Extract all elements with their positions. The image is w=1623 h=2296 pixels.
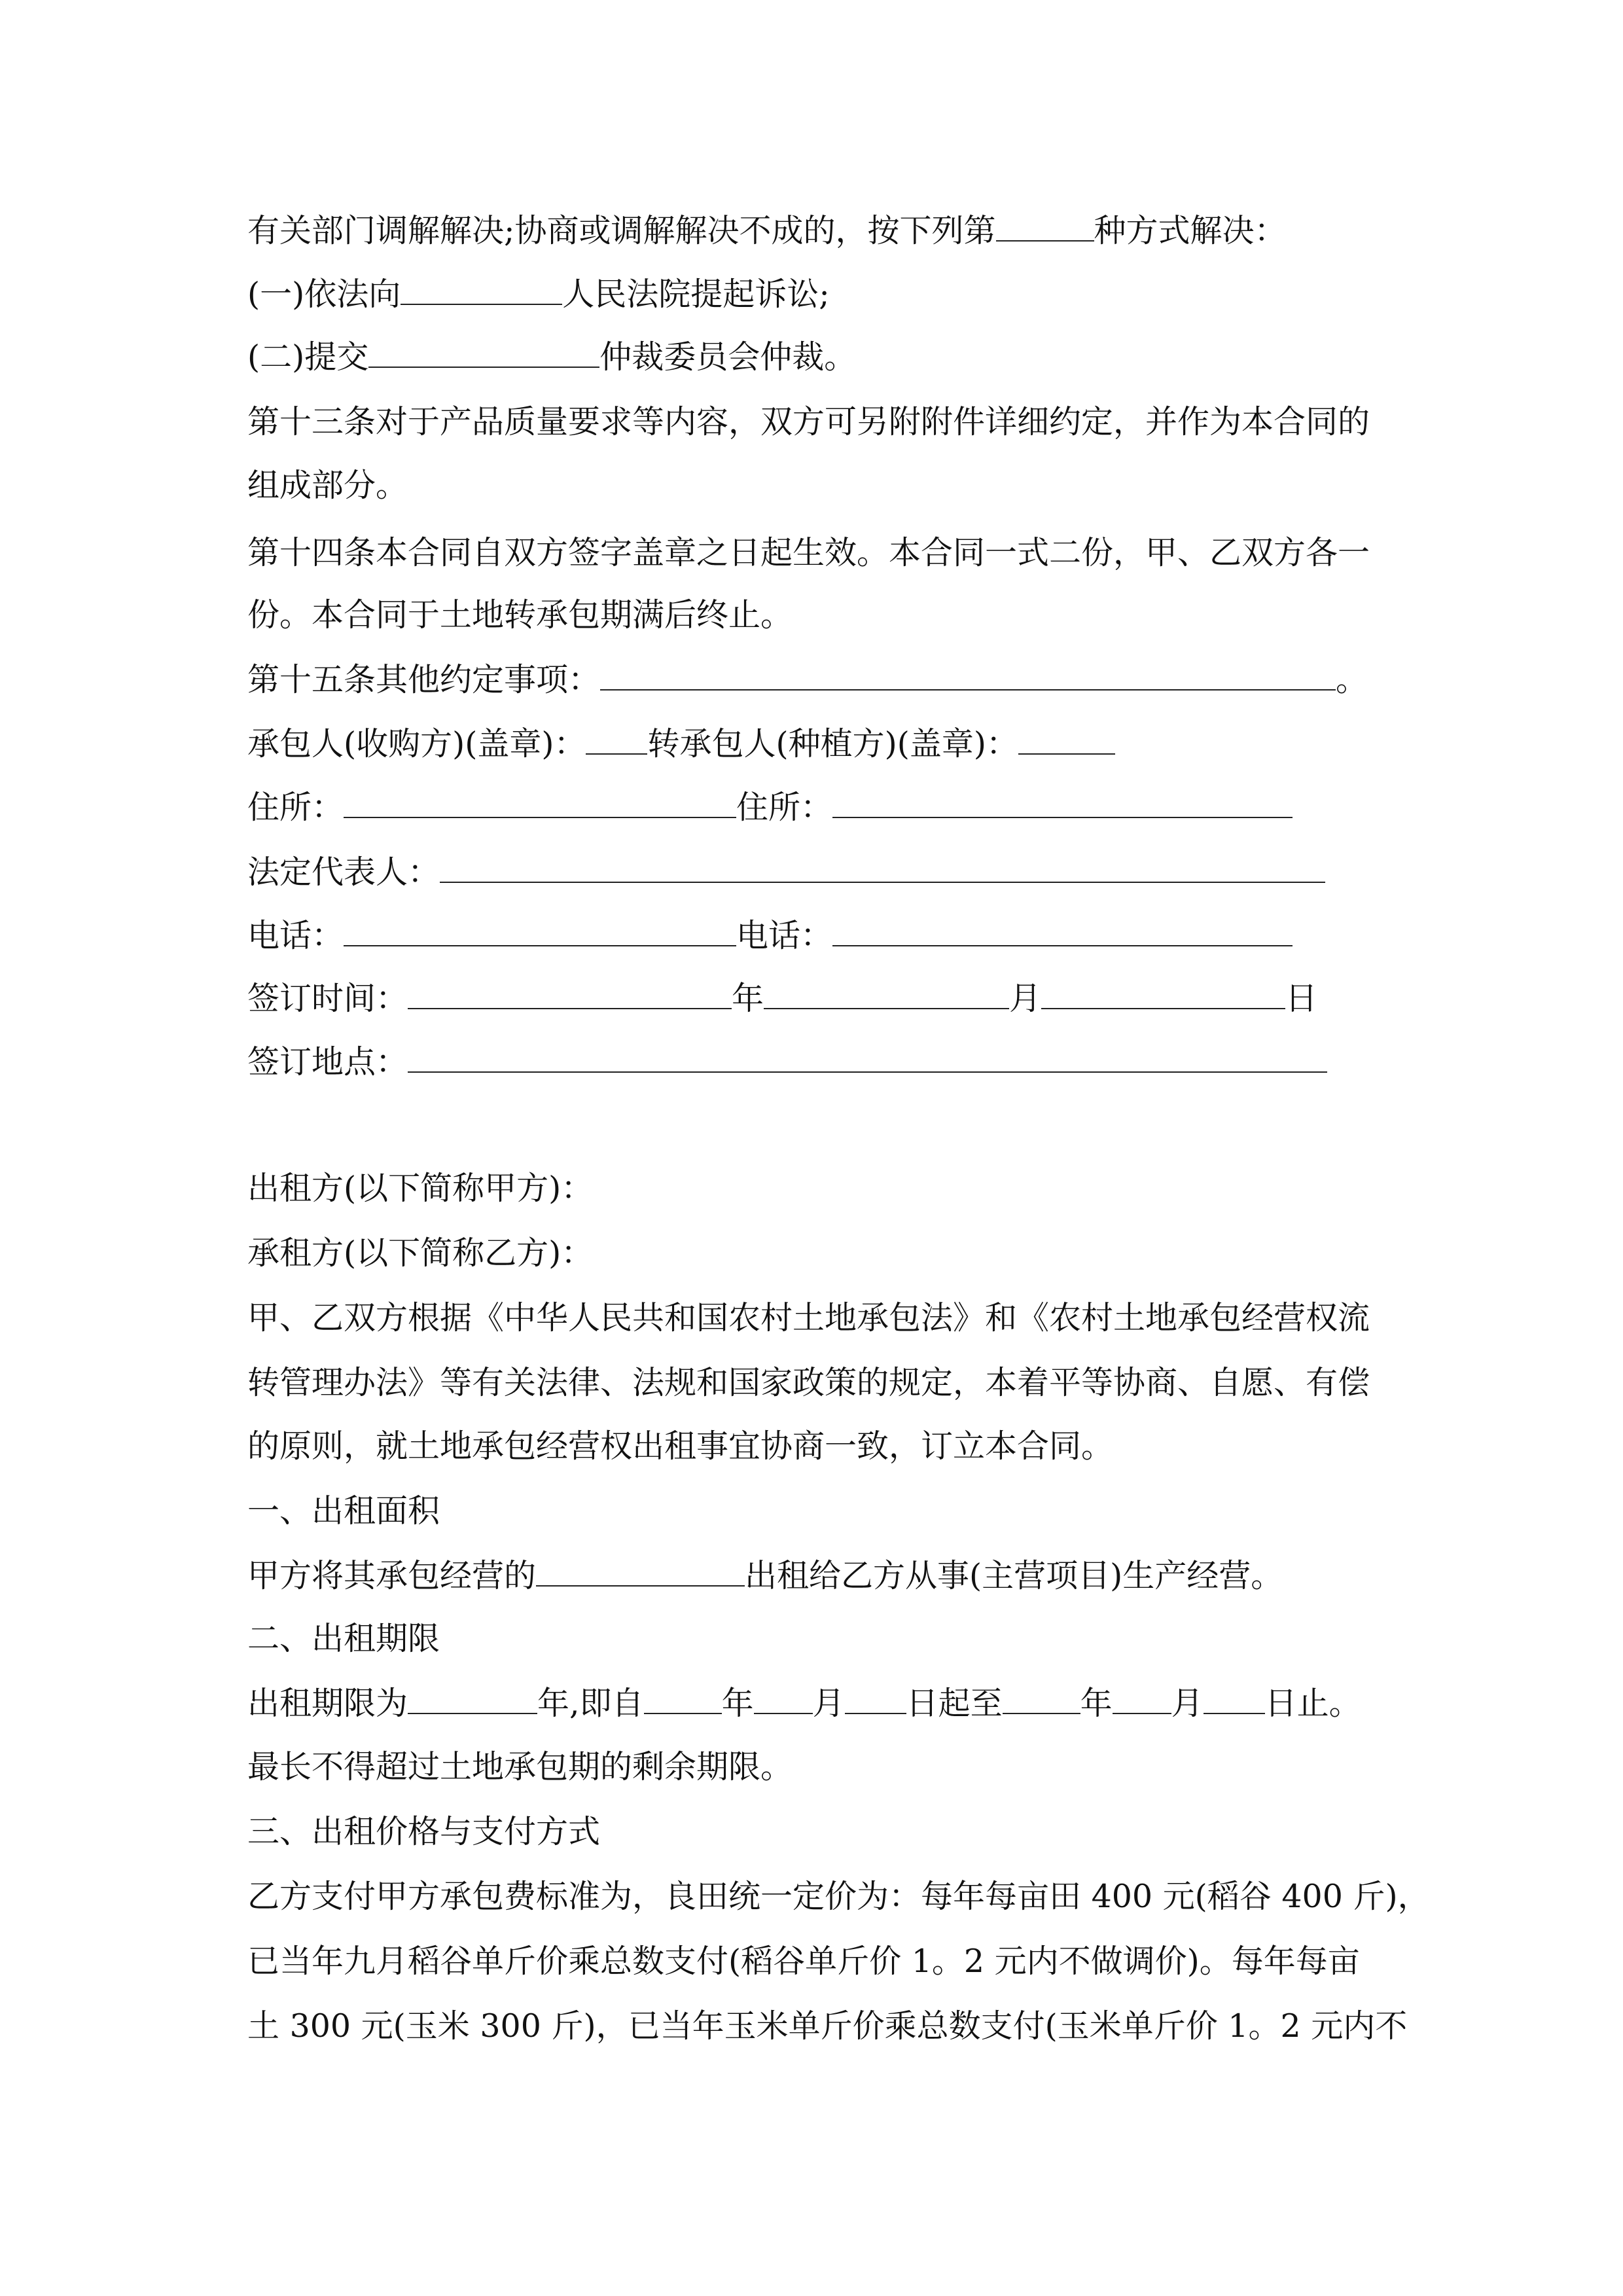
- text-segment: 年,即自: [537, 1685, 644, 1722]
- text-line: [247, 1877, 1430, 1916]
- text-line: [247, 211, 1287, 251]
- fill-in-blank: [832, 788, 1293, 818]
- text-line: [247, 916, 1293, 956]
- text-segment: 住所：: [247, 789, 344, 826]
- fill-in-blank: [536, 1556, 745, 1587]
- text-line: [247, 2007, 1407, 2046]
- text-segment: 甲、乙双方根据《中华人民共和国农村土地承包法》和《农村土地承包经营权流: [247, 1299, 1370, 1336]
- text-line: [247, 1619, 440, 1659]
- fill-in-blank: [1204, 1684, 1265, 1714]
- text-segment: 出租方(以下简称甲方)：: [247, 1170, 594, 1207]
- text-line: [247, 1427, 1113, 1466]
- text-line: [247, 1169, 593, 1208]
- text-segment: 第十三条对于产品质量要求等内容，双方可另附附件详细约定，并作为本合同的: [247, 403, 1370, 440]
- text-segment: 月: [812, 1685, 845, 1722]
- text-segment: 日: [1285, 980, 1318, 1017]
- text-line: [247, 979, 1317, 1018]
- text-segment: 第十四条本合同自双方签字盖章之日起生效。本合同一式二份，甲、乙双方各一: [247, 534, 1370, 571]
- text-segment: 年: [732, 980, 764, 1017]
- text-segment: 年: [721, 1685, 754, 1722]
- fill-in-blank: [1113, 1684, 1171, 1714]
- text-line: [247, 788, 1293, 827]
- text-segment: 承包人(收购方)(盖章)：: [247, 725, 586, 762]
- text-segment: 出租期限为: [247, 1685, 408, 1722]
- text-line: [247, 1748, 793, 1787]
- text-line: [247, 338, 856, 377]
- fill-in-blank: [1003, 1684, 1080, 1714]
- fill-in-blank: [408, 979, 732, 1009]
- text-segment: 的原则，就土地承包经营权出租事宜协商一致，订立本合同。: [247, 1427, 1114, 1465]
- fill-in-blank: [408, 1684, 537, 1714]
- text-segment: 仲裁委员会仲裁。: [599, 338, 857, 376]
- text-segment: 最长不得超过土地承包期的剩余期限。: [247, 1748, 793, 1785]
- text-segment: 二、出租期限: [247, 1620, 440, 1657]
- fill-in-blank: [764, 979, 1009, 1009]
- fill-in-blank: [600, 660, 1336, 691]
- text-line: [247, 1363, 1370, 1403]
- text-segment: 人民法院提起诉讼;: [562, 276, 830, 313]
- text-segment: 份。本合同于土地转承包期满后终止。: [247, 596, 793, 634]
- text-line: [247, 1556, 1283, 1596]
- text-line: [247, 1942, 1360, 1981]
- text-segment: (一)依法向: [247, 276, 401, 313]
- text-segment: 甲方将其承包经营的: [247, 1557, 537, 1594]
- text-segment: 一、出租面积: [247, 1492, 440, 1530]
- text-segment: 三、出租价格与支付方式: [247, 1813, 601, 1850]
- text-segment: 月: [1171, 1685, 1204, 1722]
- text-segment: 种方式解决：: [1094, 212, 1287, 249]
- fill-in-blank: [344, 916, 736, 946]
- text-segment: 承租方(以下简称乙方)：: [247, 1234, 594, 1272]
- text-segment: 电话：: [247, 917, 344, 954]
- text-line: [247, 1812, 600, 1852]
- text-line: [247, 660, 1368, 700]
- fill-in-blank: [754, 1684, 813, 1714]
- text-segment: 签订时间：: [247, 980, 408, 1017]
- fill-in-blank: [586, 725, 647, 755]
- fill-in-blank: [832, 916, 1293, 946]
- text-line: [247, 1299, 1370, 1338]
- text-segment: 已当年九月稻谷单斤价乘总数支付(稻谷单斤价 1。2 元内不做调价)。每年每亩: [247, 1943, 1360, 1980]
- text-line: [247, 853, 1325, 892]
- fill-in-blank: [408, 1043, 1327, 1073]
- fill-in-blank: [1041, 979, 1285, 1009]
- text-segment: 土 300 元(玉米 300 斤)，已当年玉米单斤价乘总数支付(玉米单斤价 1。2 元内不: [247, 2007, 1408, 2045]
- text-segment: 有关部门调解解决;协商或调解解决不成的，按下列第: [247, 212, 996, 249]
- text-segment: 电话：: [736, 917, 833, 954]
- text-segment: 转管理办法》等有关法律、法规和国家政策的规定，本着平等协商、自愿、有偿: [247, 1364, 1370, 1401]
- text-segment: 转承包人(种植方)(盖章)：: [647, 725, 1018, 762]
- fill-in-blank: [401, 275, 562, 305]
- text-segment: 法定代表人：: [247, 853, 440, 891]
- fill-in-blank: [344, 788, 736, 818]
- text-line: [247, 1492, 440, 1531]
- text-line: [247, 466, 408, 505]
- text-line: [247, 596, 793, 635]
- text-line: [247, 1684, 1361, 1723]
- text-segment: (二)提交: [247, 338, 369, 376]
- text-segment: 签订地点：: [247, 1043, 408, 1081]
- text-segment: 日止。: [1264, 1685, 1361, 1722]
- text-line: [247, 1043, 1327, 1082]
- text-line: [247, 1234, 593, 1273]
- fill-in-blank: [996, 211, 1094, 242]
- text-segment: 日起至: [906, 1685, 1003, 1722]
- text-segment: 第十五条其他约定事项：: [247, 661, 601, 698]
- text-segment: 住所：: [736, 789, 833, 826]
- text-segment: 出租给乙方从事(主营项目)生产经营。: [745, 1557, 1283, 1594]
- fill-in-blank: [845, 1684, 906, 1714]
- text-line: [247, 533, 1370, 573]
- fill-in-blank: [440, 853, 1325, 883]
- text-segment: 乙方支付甲方承包费标准为，良田统一定价为：每年每亩田 400 元(稻谷 400 斤)，: [247, 1878, 1430, 1915]
- text-segment: 月: [1009, 980, 1042, 1017]
- text-segment: 。: [1336, 661, 1368, 698]
- text-line: [247, 403, 1370, 442]
- text-segment: 年: [1080, 1685, 1113, 1722]
- fill-in-blank: [644, 1684, 722, 1714]
- text-line: [247, 275, 830, 314]
- fill-in-blank: [368, 338, 599, 368]
- fill-in-blank: [1018, 725, 1115, 755]
- text-segment: 组成部分。: [247, 467, 408, 504]
- text-line: [247, 725, 1115, 764]
